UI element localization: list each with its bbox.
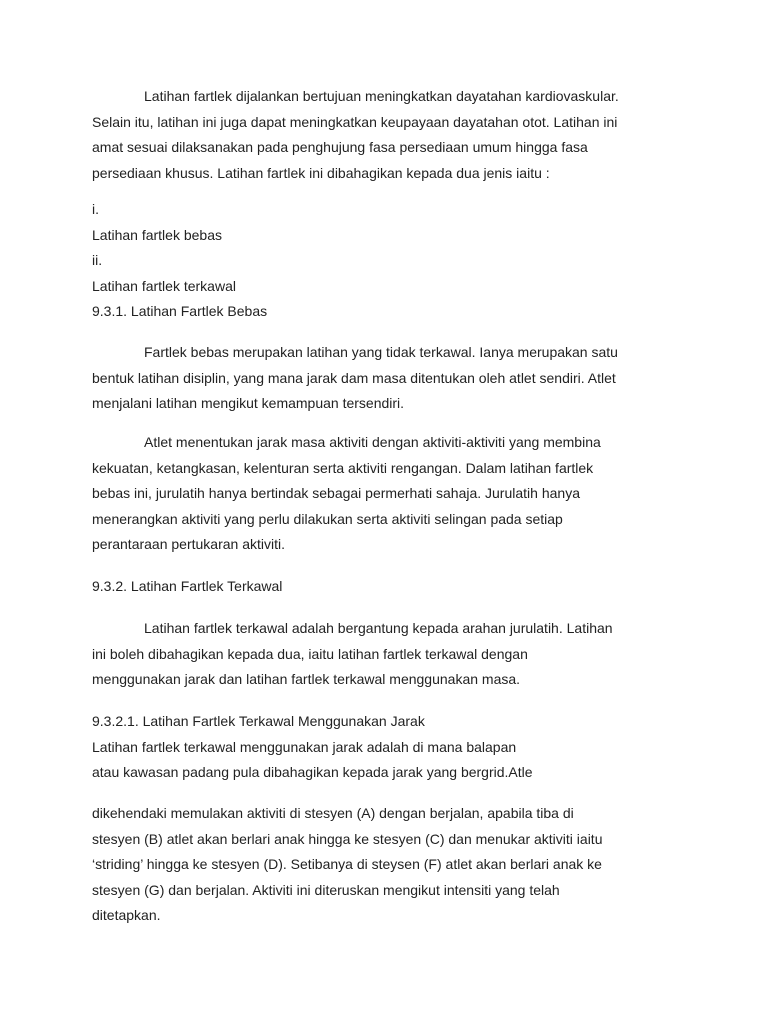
text-line: menggunakan jarak dan latihan fartlek terkawal menggunakan masa. [92,671,521,687]
text-line: stesyen (G) dan berjalan. Aktiviti ini diteruskan mengikut intensiti yang telah [92,881,560,898]
text-line: atau kawasan padang pula dibahagikan kepada jarak yang bergrid.Atle [92,764,533,780]
text-line: perantaraan pertukaran aktiviti. [92,536,285,552]
text-line: stesyen (B) atlet akan berlari anak hingga ke stesyen (C) dan menukar aktiviti iaitu [92,830,603,847]
section-heading-9-3-2-1: 9.3.2.1. Latihan Fartlek Terkawal Menggunakan Jarak [92,713,425,729]
text-line: ditetapkan. [92,907,161,923]
text-line: amat sesuai dilaksanakan pada penghujung fasa persediaan umum hingga fasa [92,139,588,155]
fartlek-types-list [92,197,692,325]
text-line: Latihan fartlek terkawal menggunakan jarak adalah di mana balapan [92,738,517,755]
list-item: Latihan fartlek bebas [92,226,222,243]
text-line: bebas ini, jurulatih hanya bertindak sebagai permerhati sahaja. Jurulatih hanya [92,485,580,501]
text-line: kekuatan, ketangkasan, kelenturan serta aktiviti rengangan. Dalam latihan fartlek [92,459,594,476]
section-heading-9-3-1: 9.3.1. Latihan Fartlek Bebas [92,303,268,319]
list-item: Latihan fartlek terkawal [92,277,236,294]
text-line: menjalani latihan mengikut kemampuan tersendiri. [92,395,405,411]
list-marker: i. [92,201,99,217]
paragraph-atlet-menentukan [92,430,692,558]
text-line: Latihan fartlek terkawal adalah bergantung kepada arahan jurulatih. Latihan [144,620,613,636]
text-line: Atlet menentukan jarak masa aktiviti dengan aktiviti-aktiviti yang membina [144,434,601,450]
section-heading-9-3-2 [92,574,692,600]
text-line: persediaan khusus. Latihan fartlek ini dibahagikan kepada dua jenis iaitu : [92,164,550,181]
text-line: Fartlek bebas merupakan latihan yang tidak terkawal. Ianya merupakan satu [144,344,618,360]
text-line: Selain itu, latihan ini juga dapat meningkatkan keupayaan dayatahan otot. Latihan ini [92,113,618,130]
paragraph-fartlek-bebas [92,340,692,417]
text-line: bentuk latihan disiplin, yang mana jarak dam masa ditentukan oleh atlet sendiri. Atlet [92,369,616,386]
text-line: ‘striding’ hingga ke stesyen (D). Setibanya di steysen (F) atlet akan berlari anak ke [92,856,602,872]
text-line: dikehendaki memulakan aktiviti di stesyen (A) dengan berjalan, apabila tiba di [92,805,574,821]
paragraph-intro [92,84,692,186]
paragraph-stesyen [92,801,692,929]
paragraph-fartlek-terkawal [92,616,692,693]
text-line: menerangkan aktiviti yang perlu dilakukan serta aktiviti selingan pada setiap [92,510,563,527]
paragraph-terkawal-jarak [92,709,692,786]
text-line: ini boleh dibahagikan kepada dua, iaitu latihan fartlek terkawal dengan [92,645,528,662]
text-line: Latihan fartlek dijalankan bertujuan meningkatkan dayatahan kardiovaskular. [144,88,619,104]
list-marker: ii. [92,252,103,268]
heading-text: 9.3.2. Latihan Fartlek Terkawal [92,578,283,594]
